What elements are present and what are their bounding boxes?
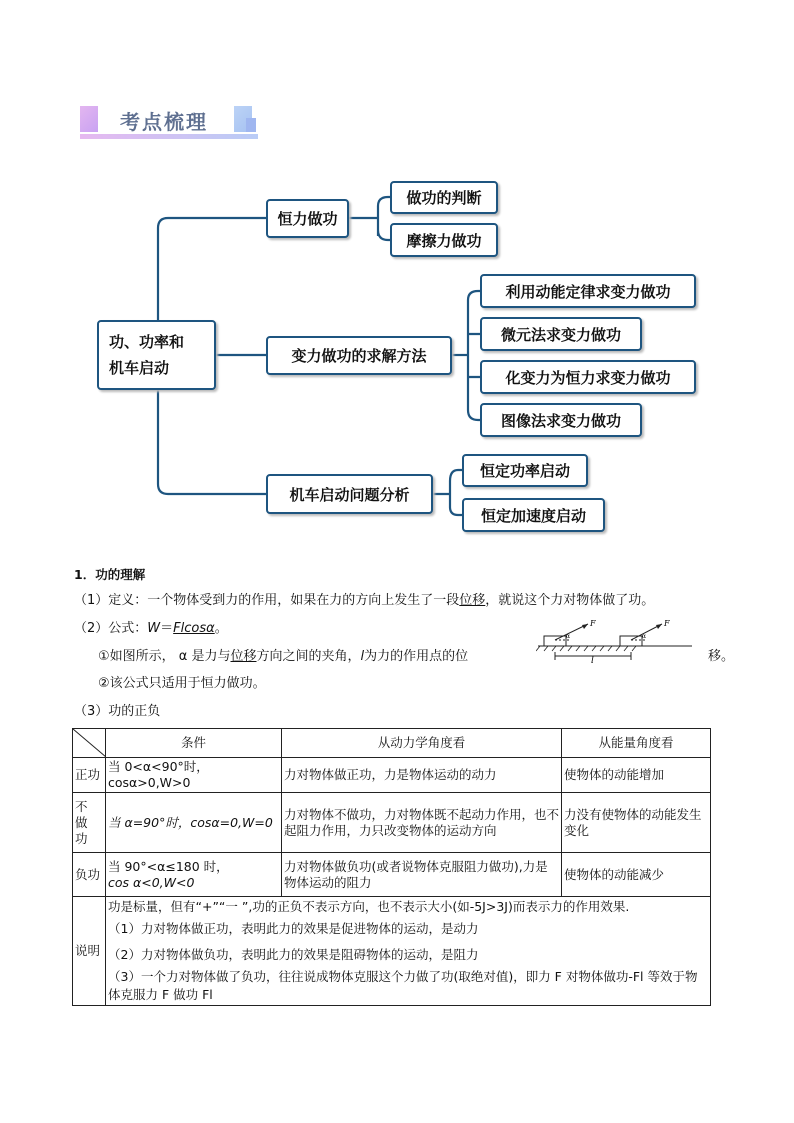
note-line-4: （3）一个力对物体做了负功，往往说成物体克服这个力做了功(取绝对值)，即力 F 对物体做功-Fl 等效于物体克服力 F 做功 Fl <box>108 969 698 1002</box>
row-dynamics: 力对物体做正功，力是物体运动的动力 <box>282 758 562 793</box>
table-header-dynamics: 从动力学角度看 <box>282 729 562 758</box>
definition-line <box>74 592 654 610</box>
node-constant-acceleration-start: 恒定加速度启动 <box>462 498 605 532</box>
row-energy: 使物体的动能减少 <box>562 853 711 897</box>
node-constant-force-work: 恒力做功 <box>266 199 349 238</box>
note-1 <box>98 648 468 666</box>
node-friction-work: 摩擦力做功 <box>390 223 498 257</box>
table-row <box>73 853 711 897</box>
table-header-energy: 从能量角度看 <box>562 729 711 758</box>
definition-underlined: 位移 <box>459 593 486 608</box>
node-graph-method: 图像法求变力做功 <box>480 403 642 437</box>
row-dynamics: 力对物体不做功，力对物体既不起动力作用，也不起阻力作用，力只改变物体的运动方向 <box>282 793 562 853</box>
node-constant-power-start: 恒定功率启动 <box>462 454 588 487</box>
root-line-1: 功、功率和 <box>109 333 185 351</box>
note-line-3: （2）力对物体做负功，表明此力的效果是阻碍物体的运动，是阻力 <box>108 947 479 962</box>
row-name: 负功 <box>73 853 106 897</box>
note-content <box>106 897 711 1006</box>
table-row <box>73 793 711 853</box>
note-1-end: 移。 <box>708 649 735 664</box>
note-1-l: l <box>360 649 365 664</box>
node-vehicle-start-analysis: 机车启动问题分析 <box>266 474 433 514</box>
note-name: 说明 <box>73 897 106 1006</box>
formula-eq: ＝ <box>160 621 174 636</box>
fig-alpha1: α <box>566 633 571 640</box>
formula-end: 。 <box>214 621 228 636</box>
fig-l: l <box>591 656 594 666</box>
banner-title: 考点梳理 <box>120 110 208 134</box>
row-condition: 当 0<α<90°时，cosα>0,W>0 <box>106 758 282 793</box>
node-kinetic-energy-method: 利用动能定律求变力做功 <box>480 274 696 308</box>
row-energy: 力没有使物体的动能发生变化 <box>562 793 711 853</box>
note-line-1: 功是标量，但有“+”“一 ”,功的正负不表示方向，也不表示大小(如-5J>3J)而表示力的作用效果. <box>108 899 630 914</box>
formula-label: （2）公式： <box>74 621 148 636</box>
root-line-2: 机车启动 <box>109 359 170 377</box>
note-1-text-a: ①如图所示， α 是力与 <box>98 649 231 664</box>
row-name: 不 做 功 <box>73 793 106 853</box>
table-corner-cell <box>73 729 106 758</box>
fig-alpha2: α <box>642 633 647 640</box>
table-header-row <box>73 729 711 758</box>
formula-expression: Flcosα <box>173 621 215 636</box>
definition-text-a: （1）定义：一个物体受到力的作用，如果在力的方向上发生了一段 <box>74 593 460 608</box>
mindmap <box>0 0 794 560</box>
fig-f1: F <box>590 619 596 628</box>
row-condition: 当 α=90°时，cosα=0,W=0 <box>106 793 282 853</box>
section-heading: 1．功的理解 <box>74 567 146 582</box>
node-micro-element-method: 微元法求变力做功 <box>480 317 642 351</box>
table-header-condition: 条件 <box>106 729 282 758</box>
row-condition-a: 当 90°<α≤180 时， <box>108 858 229 874</box>
note-1-text-c: 为力的作用点的位 <box>364 649 469 664</box>
table-row <box>73 758 711 793</box>
node-variable-force-methods: 变力做功的求解方法 <box>266 336 452 375</box>
row-condition <box>106 853 282 897</box>
sign-heading: （3）功的正负 <box>74 704 161 719</box>
work-sign-table <box>72 728 711 1006</box>
note-1-text-b: 方向之间的夹角， <box>256 649 361 664</box>
mindmap-root-node <box>97 320 216 390</box>
fig-f2: F <box>664 619 670 628</box>
definition-text-b: ，就说这个力对物体做了功。 <box>485 593 655 608</box>
row-condition-b: cos α<0,W<0 <box>108 874 195 890</box>
node-convert-to-constant-method: 化变力为恒力求变力做功 <box>480 360 696 394</box>
row-dynamics: 力对物体做负功(或者说物体克服阻力做功),力是物体运动的阻力 <box>282 853 562 897</box>
formula-line <box>74 620 228 638</box>
node-work-judgment: 做功的判断 <box>390 181 498 214</box>
table-corner-diagonal <box>73 729 106 757</box>
row-name: 正功 <box>73 758 106 793</box>
note-line-2: （1）力对物体做正功，表明此力的效果是促进物体的运动，是动力 <box>108 921 479 936</box>
note-2: ②该公式只适用于恒力做功。 <box>98 676 266 691</box>
force-displacement-figure <box>536 618 692 668</box>
formula-w: W <box>147 621 161 636</box>
row-energy: 使物体的动能增加 <box>562 758 711 793</box>
table-note-row <box>73 897 711 1006</box>
note-1-underlined: 位移 <box>230 649 257 664</box>
